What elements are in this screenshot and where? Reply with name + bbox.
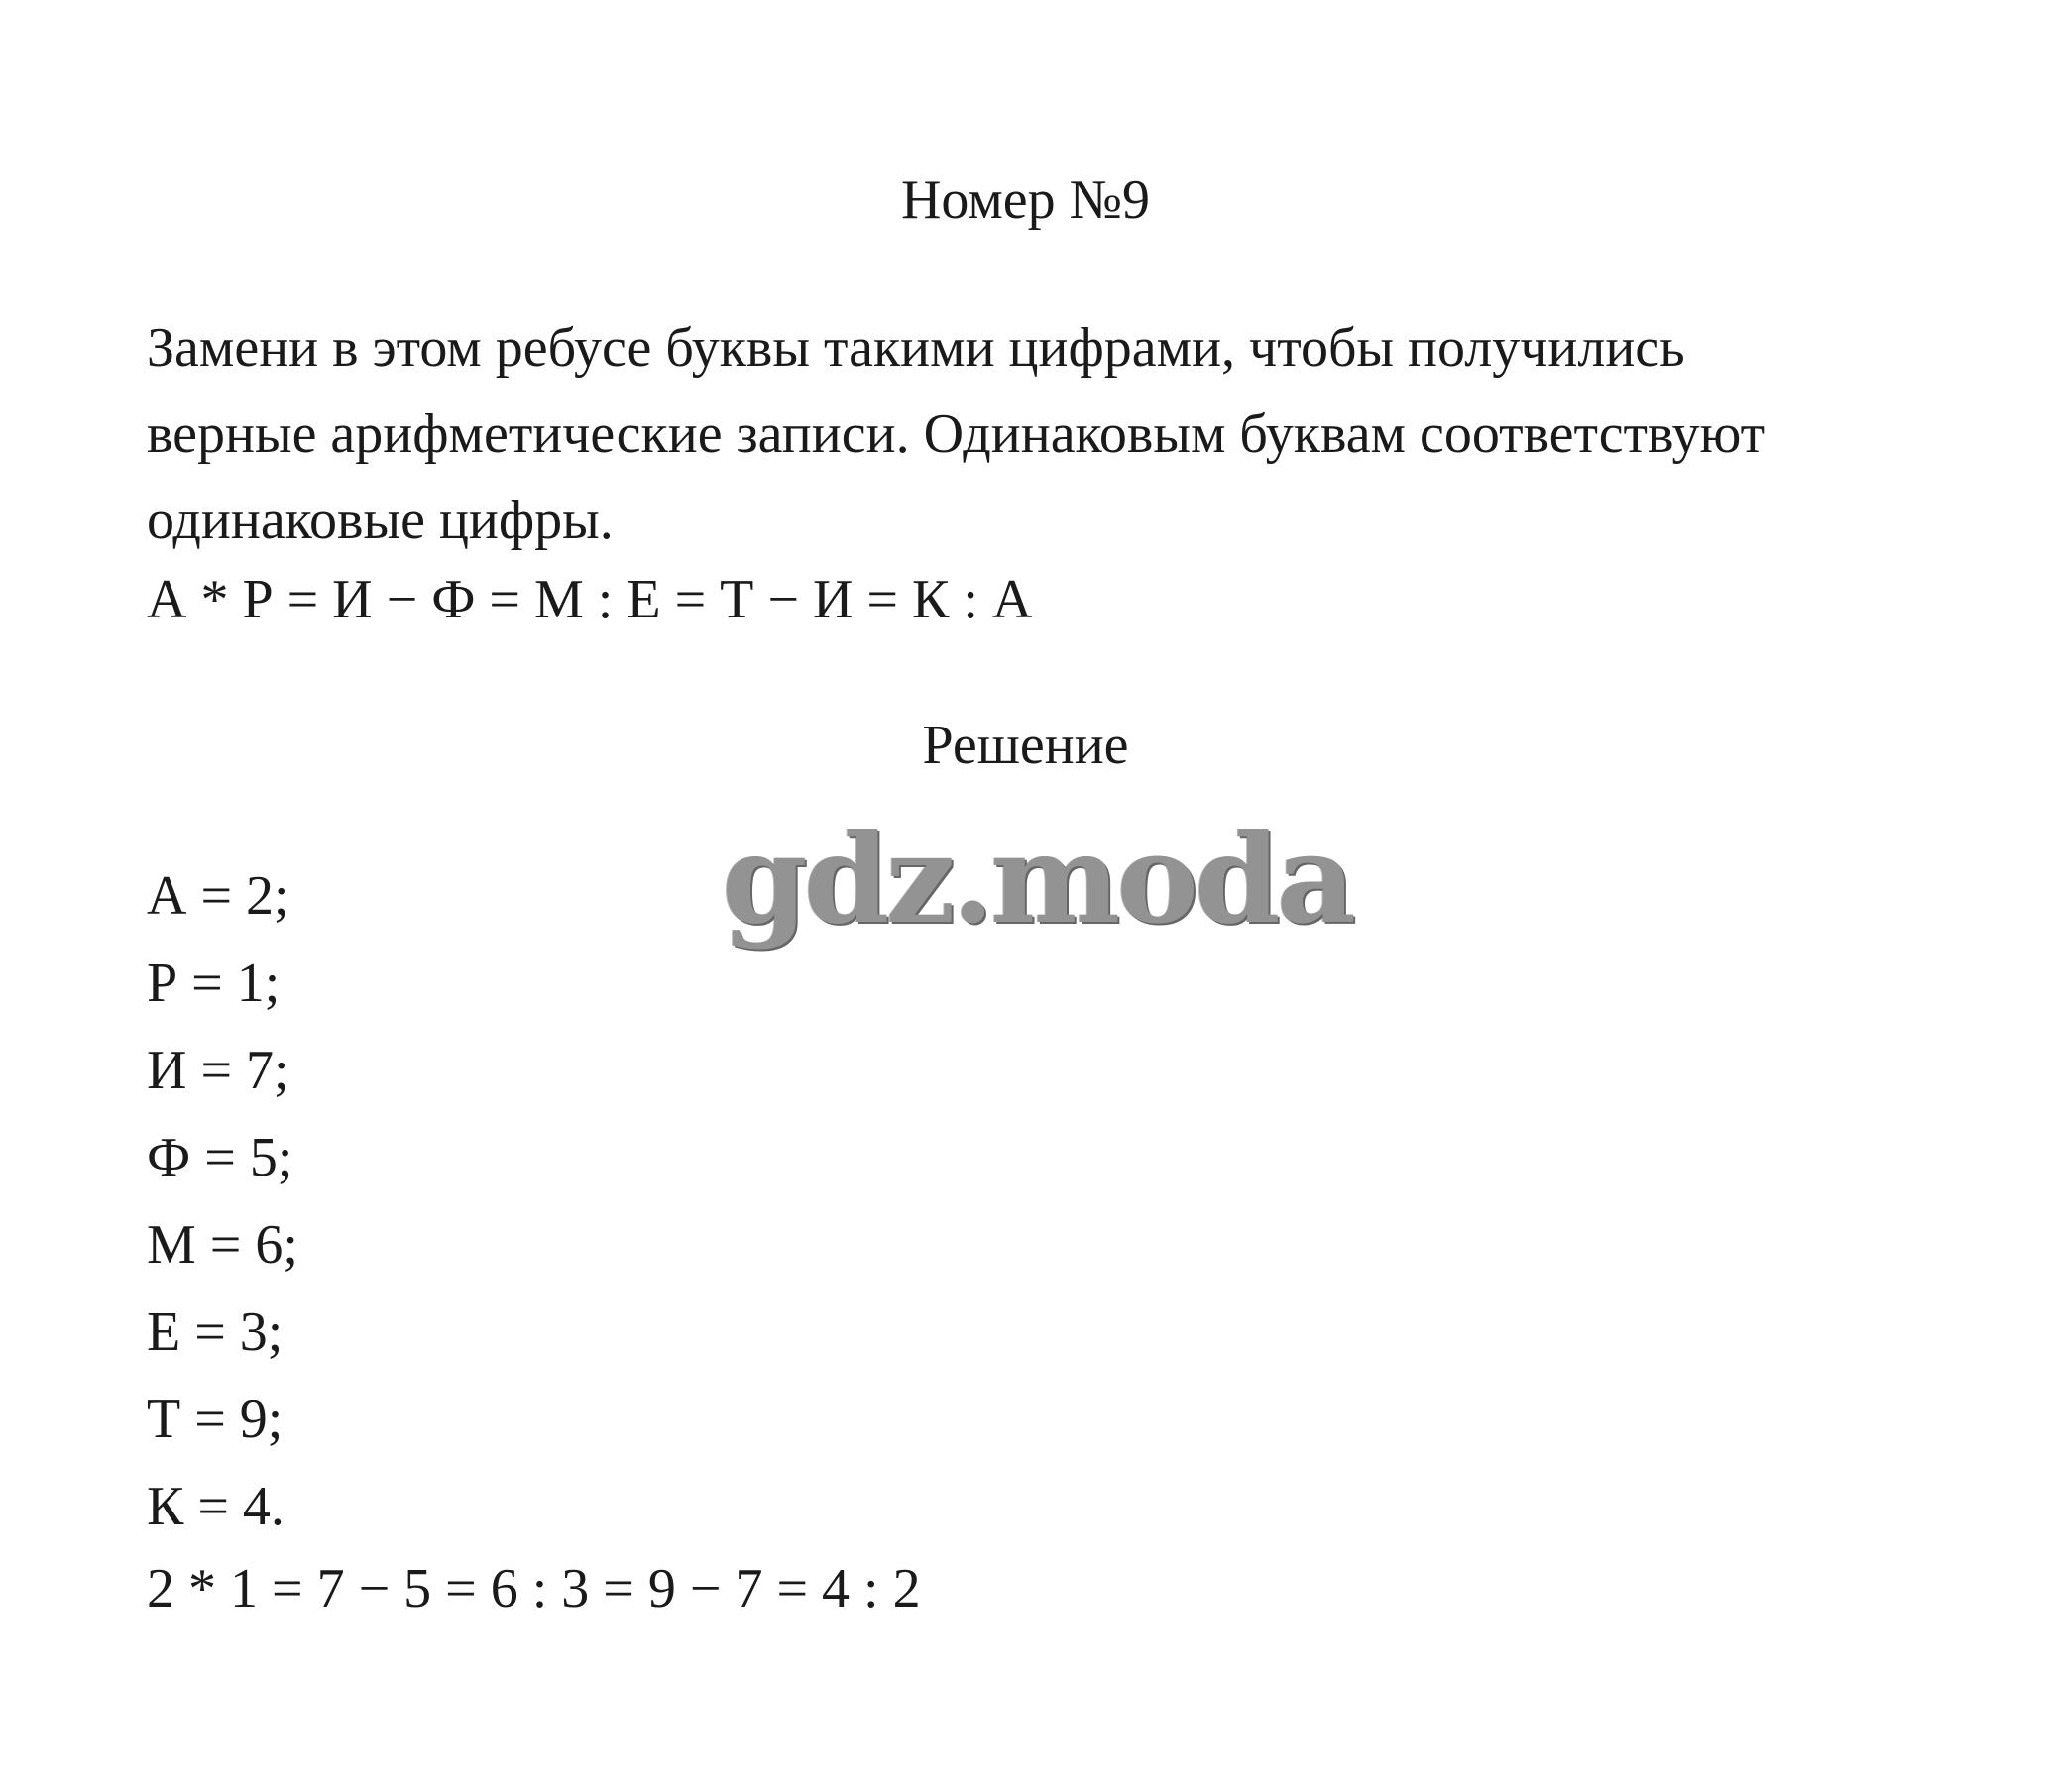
page-title: Номер №9 bbox=[900, 169, 1151, 231]
answer-i: И = 7; bbox=[147, 1040, 289, 1101]
answer-a: А = 2; bbox=[147, 865, 289, 927]
watermark-logo: gdz.moda bbox=[722, 808, 1352, 952]
answer-r: Р = 1; bbox=[147, 952, 281, 1014]
answer-m: М = 6; bbox=[147, 1214, 298, 1276]
answer-e: Е = 3; bbox=[147, 1301, 284, 1363]
answer-k: К = 4. bbox=[147, 1476, 285, 1537]
answer-f: Ф = 5; bbox=[147, 1127, 293, 1188]
solution-title: Решение bbox=[922, 715, 1129, 776]
final-equation: 2 * 1 = 7 − 5 = 6 : 3 = 9 − 7 = 4 : 2 bbox=[147, 1558, 921, 1620]
answer-list bbox=[147, 852, 298, 1550]
task-text: Замени в этом ребусе буквы такими цифрами, чтобы получились верные арифметические записи. Одинаковым буквам соответствуют одинаковые цифры. bbox=[147, 317, 1766, 551]
rebus-expression: А * Р = И − Ф = М : Е = Т − И = К : А bbox=[147, 569, 1033, 630]
answer-t: Т = 9; bbox=[147, 1389, 284, 1450]
